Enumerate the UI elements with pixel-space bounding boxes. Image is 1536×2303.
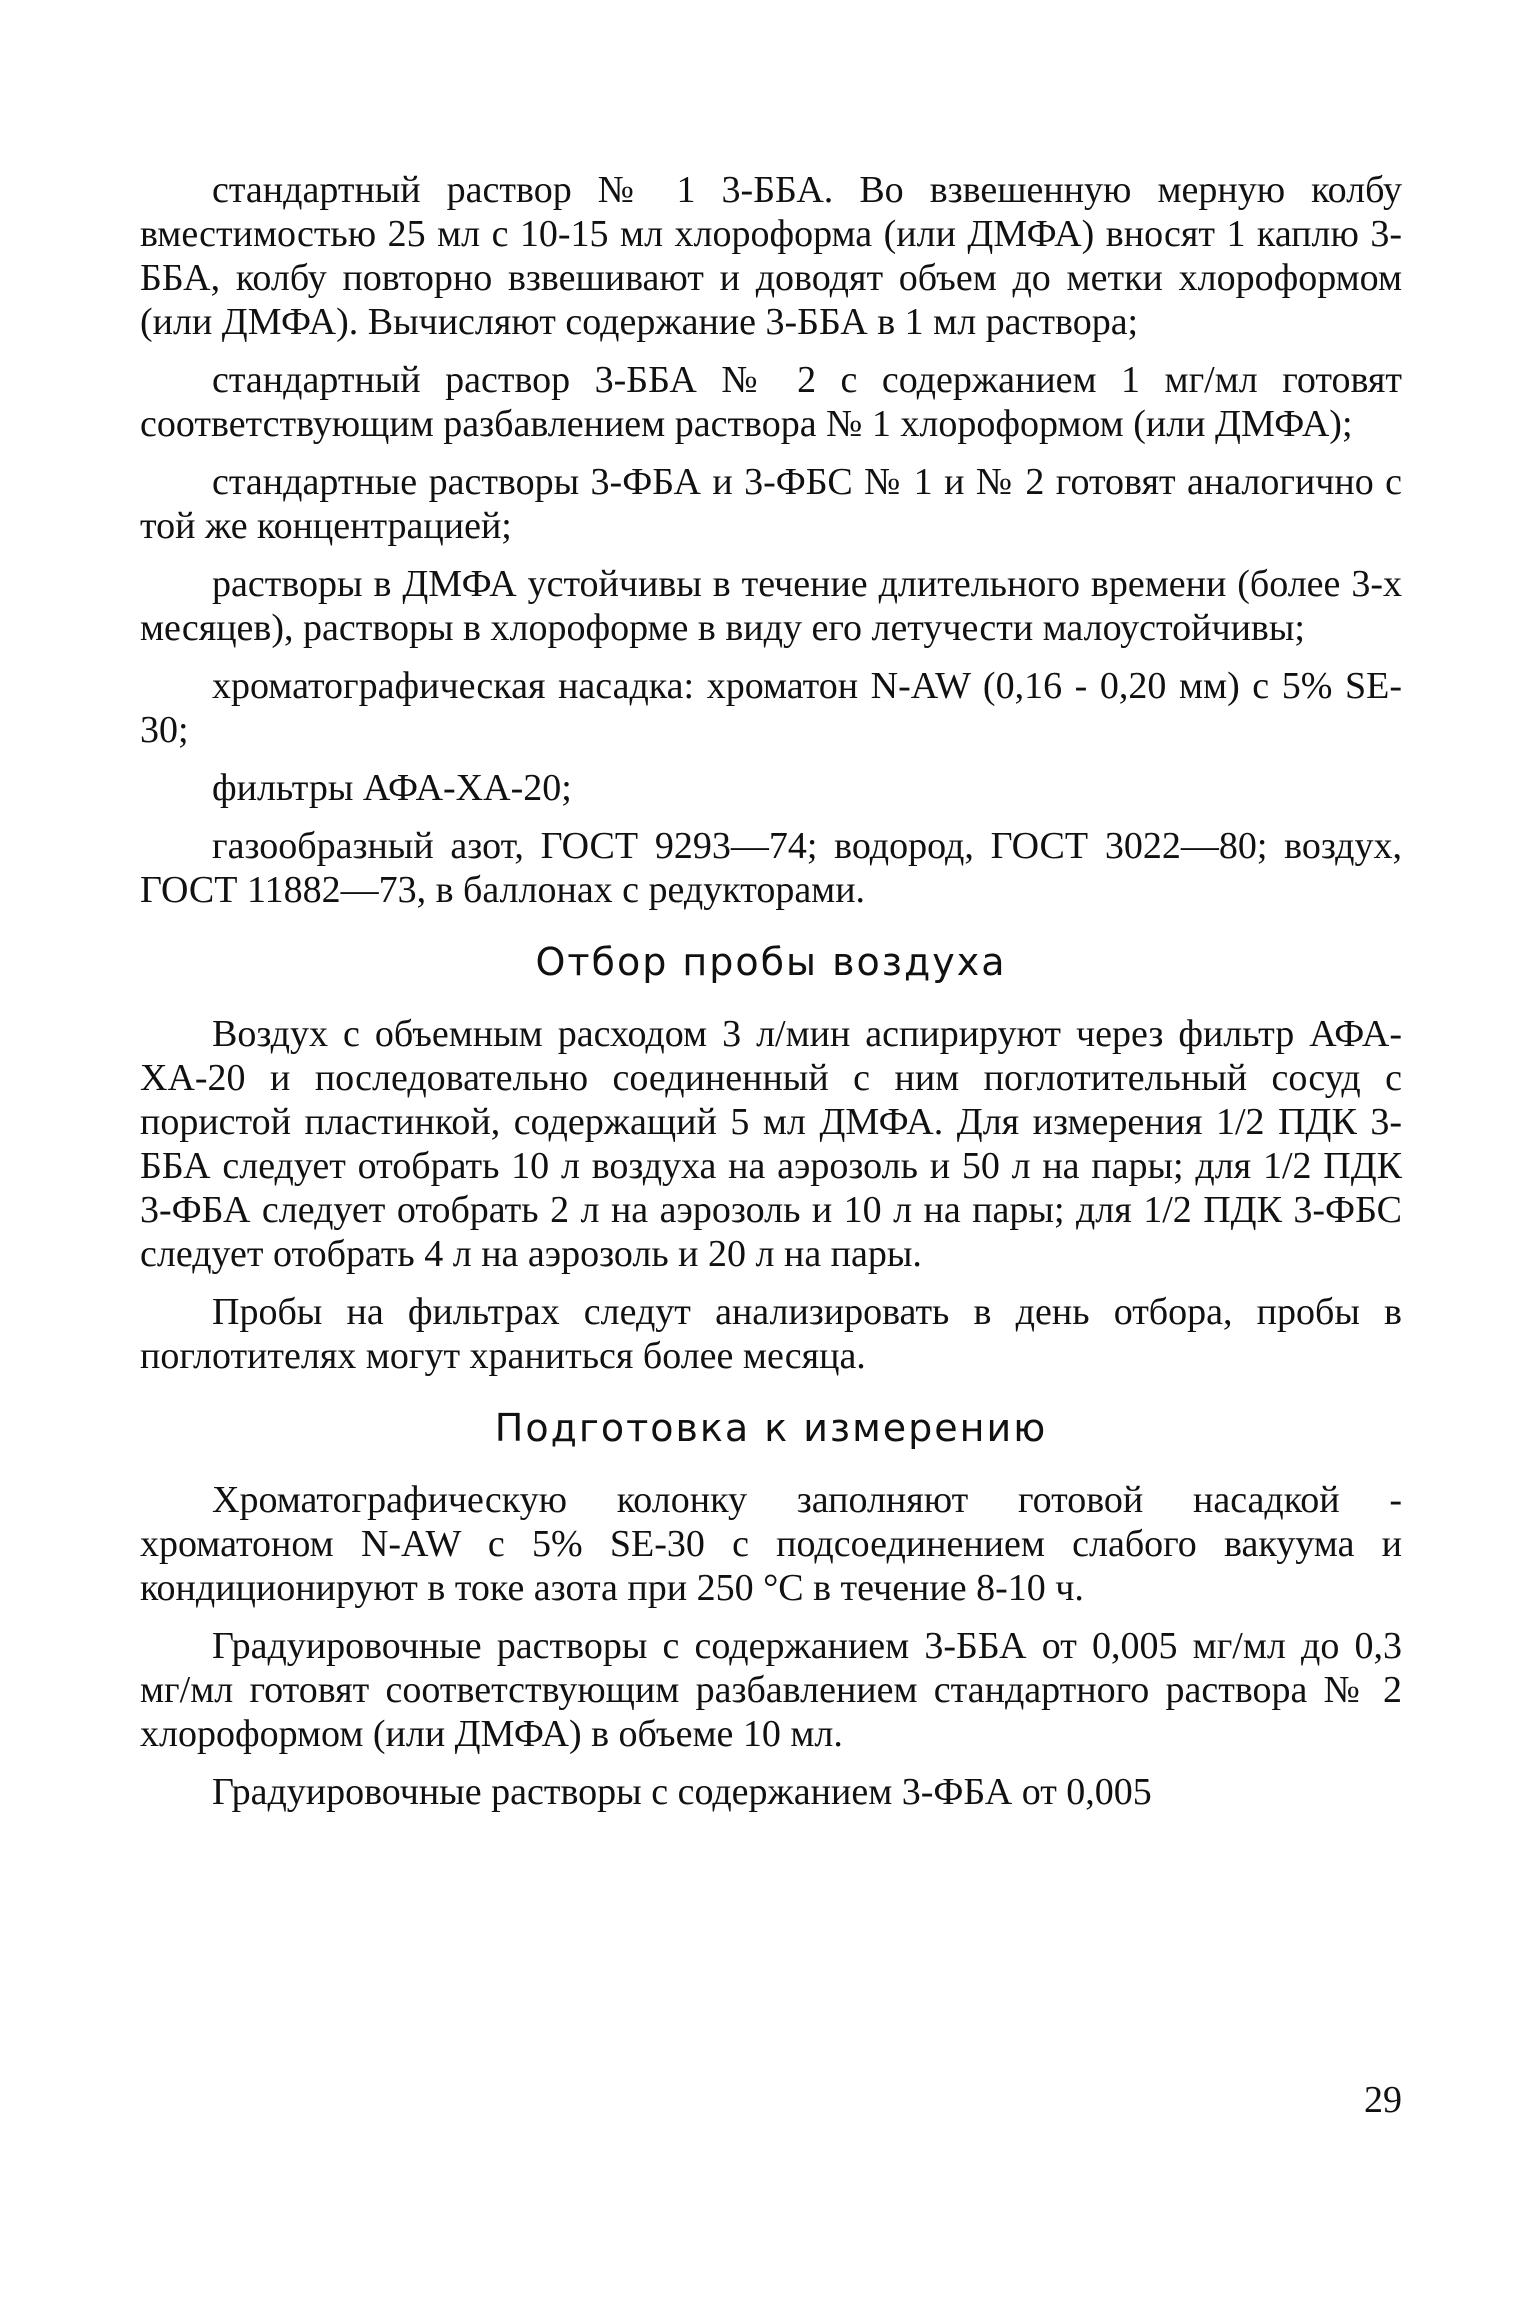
page-number: 29 bbox=[1364, 2079, 1402, 2121]
paragraph-standard-solution-2: стандартный раствор 3-ББА № 2 с содержанием 1 мг/мл готовят соответствующим разбавлением раствора № 1 хлороформом (или ДМФА); bbox=[140, 359, 1402, 445]
paragraph-filters: фильтры АФА-ХА-20; bbox=[212, 767, 572, 809]
paragraph-sampling-procedure: Воздух с объемным расходом 3 л/мин аспирируют через фильтр АФА-ХА-20 и последовательно соединенный с ним поглотительный сосуд с пористой пластинкой, содержащий 5 мл ДМФА. Для измерения 1/2 ПДК 3-ББА следует отобрать 10 л воздуха на аэрозоль и 50 л на пары; для 1/2 ПДК 3-ФБА следует отобрать 2 л на аэрозоль и 10 л на пары; для 1/2 ПДК 3-ФБС следует отобрать 4 л на аэрозоль и 20 л на пары. bbox=[140, 1013, 1402, 1275]
paragraph-solution-stability: растворы в ДМФА устойчивы в течение длительного времени (более 3-х месяцев), растворы в хлороформе в виду его летучести малоустойчивы; bbox=[140, 563, 1402, 649]
page-body bbox=[140, 168, 1402, 1828]
paragraph-sample-storage: Пробы на фильтрах следут анализировать в день отбора, пробы в поглотителях могут храниться более месяца. bbox=[140, 1291, 1402, 1377]
paragraph-chromatographic-packing: хроматографическая насадка: хроматон N-AW (0,16 - 0,20 мм) с 5% SE-30; bbox=[140, 665, 1402, 751]
paragraph-gases: газообразный азот, ГОСТ 9293—74; водород, ГОСТ 3022—80; воздух, ГОСТ 11882—73, в баллонах с редукторами. bbox=[140, 825, 1402, 911]
section-heading-sampling: Отбор пробы воздуха bbox=[535, 940, 1007, 984]
paragraph-calibration-fba: Градуировочные растворы с содержанием 3-ФБА от 0,005 bbox=[212, 1771, 1152, 1813]
paragraph-calibration-bba: Градуировочные растворы с содержанием 3-ББА от 0,005 мг/мл до 0,3 мг/мл готовят соответствующим разбавлением стандартного раствора № 2 хлороформом (или ДМФА) в объеме 10 мл. bbox=[140, 1625, 1402, 1755]
paragraph-standard-solutions-fba-fbs: стандартные растворы 3-ФБА и 3-ФБС № 1 и № 2 готовят аналогично с той же концентрацией; bbox=[140, 461, 1402, 547]
section-heading-preparation: Подготовка к измерению bbox=[494, 1406, 1048, 1450]
paragraph-standard-solution-1: стандартный раствор № 1 3-ББА. Во взвешенную мерную колбу вместимостью 25 мл с 10-15 мл хлороформа (или ДМФА) вносят 1 каплю 3-ББА, колбу повторно взвешивают и доводят объем до метки хлороформом (или ДМФА). Вычисляют содержание 3-ББА в 1 мл раствора; bbox=[140, 169, 1402, 343]
paragraph-column-preparation: Хроматографическую колонку заполняют готовой насадкой - хроматоном N-AW с 5% SE-30 с подсоединением слабого вакуума и кондиционируют в токе азота при 250 °С в течение 8-10 ч. bbox=[140, 1479, 1402, 1609]
